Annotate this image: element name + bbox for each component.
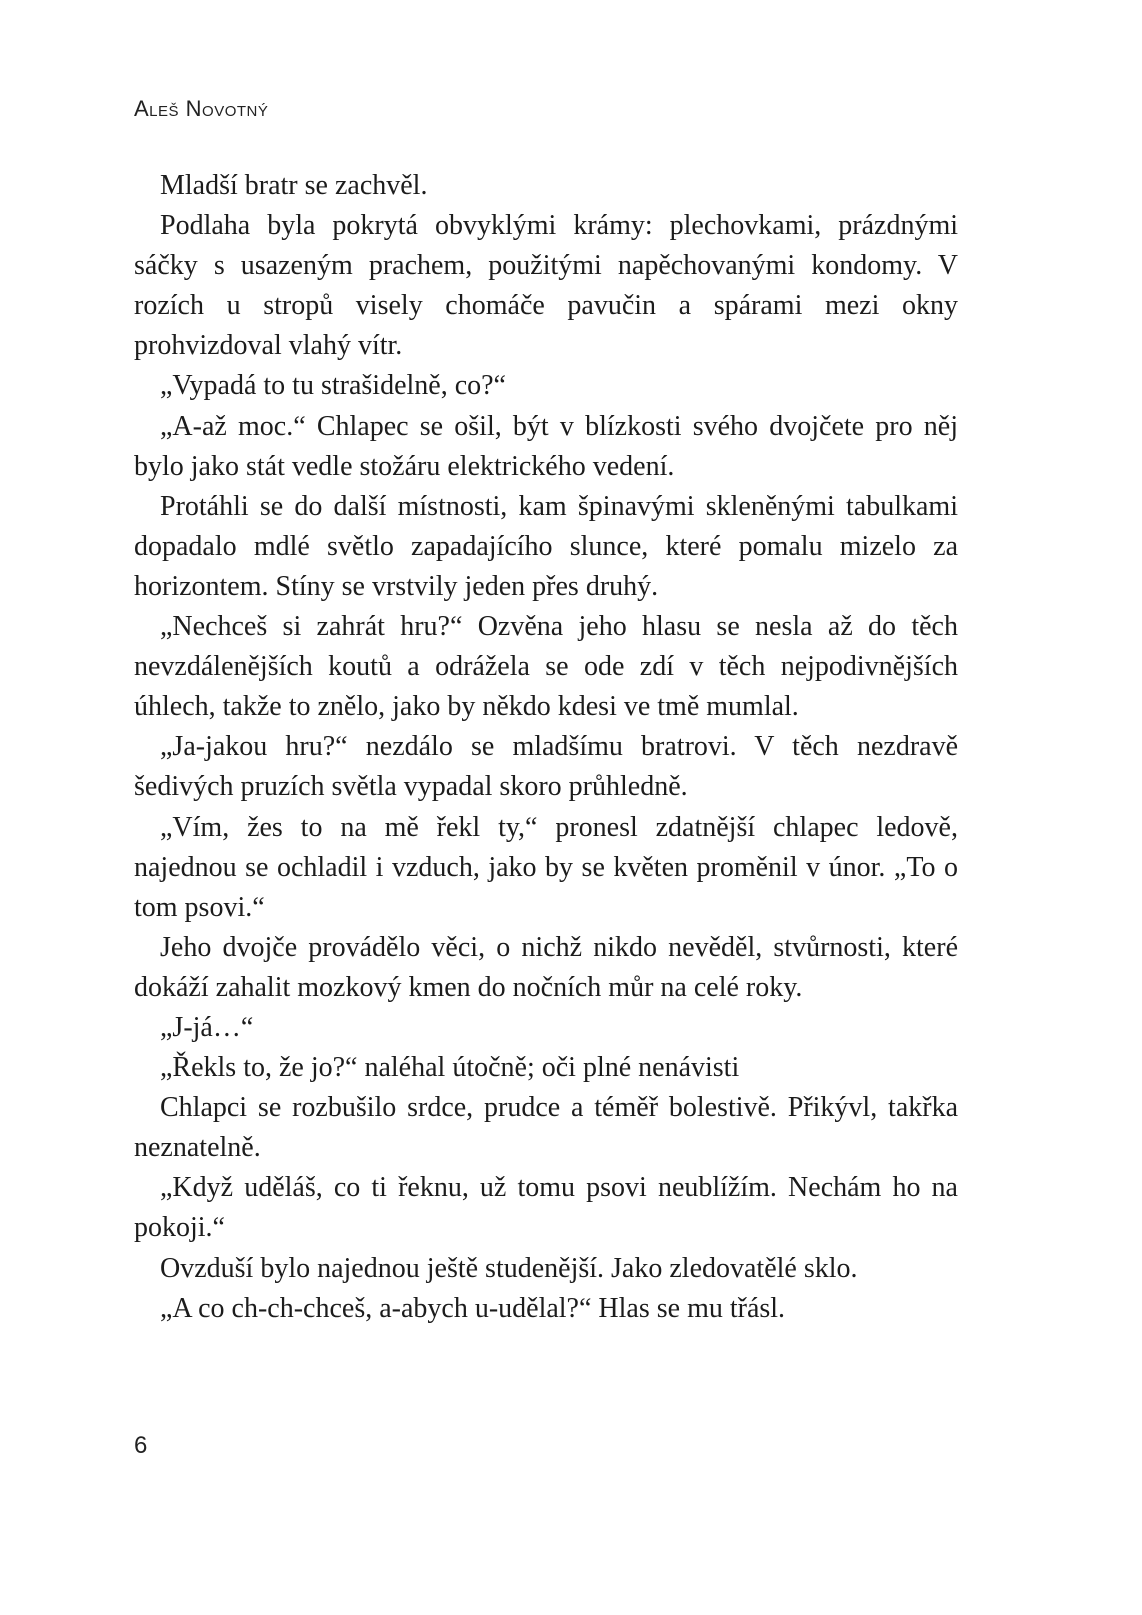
paragraph: Chlapci se rozbušilo srdce, prudce a téměř bolestivě. Přikývl, takřka neznatelně. bbox=[134, 1092, 958, 1164]
paragraph: „A-až moc.“ Chlapec se ošil, být v blízkosti svého dvojčete pro něj bylo jako stát vedle stožáru elektrického vedení. bbox=[134, 410, 958, 482]
paragraph: Jeho dvojče provádělo věci, o nichž nikdo nevěděl, stvůrnosti, které dokáží zahalit mozkový kmen do nočních můr na celé roky. bbox=[134, 931, 958, 1003]
paragraph: „Řekls to, že jo?“ naléhal útočně; oči plné nenávisti bbox=[160, 1052, 740, 1084]
paragraph: Protáhli se do další místnosti, kam špinavými skleněnými tabulkami dopadalo mdlé světlo zapadajícího slunce, které pomalu mizelo za horizontem. Stíny se vrstvily jeden přes druhý. bbox=[134, 490, 958, 602]
page-number: 6 bbox=[134, 1432, 148, 1459]
paragraph: Mladší bratr se zachvěl. bbox=[160, 170, 428, 201]
paragraph: „J-já…“ bbox=[160, 1011, 254, 1043]
paragraph: „Ja-jakou hru?“ nezdálo se mladšímu bratrovi. V těch nezdravě šedivých pruzích světla vypadal skoro průhledně. bbox=[134, 731, 958, 803]
paragraph: „Vím, žes to na mě řekl ty,“ pronesl zdatnější chlapec ledově, najednou se ochladil i vzduch, jako by se květen proměnil v únor. „To o tom psovi.“ bbox=[134, 811, 958, 923]
running-head: Aleš Novotný bbox=[134, 96, 269, 121]
body-text bbox=[134, 166, 958, 1329]
paragraph: Podlaha byla pokrytá obvyklými krámy: plechovkami, prázdnými sáčky s usazeným prachem, použitými napěchovanými kondomy. V rozích u stropů visely chomáče pavučin a spárami mezi okny prohvizdoval vlahý vítr. bbox=[134, 210, 958, 362]
paragraph: „Když uděláš, co ti řeknu, už tomu psovi neublížím. Nechám ho na pokoji.“ bbox=[134, 1172, 958, 1244]
paragraph: „Nechceš si zahrát hru?“ Ozvěna jeho hlasu se nesla až do těch nevzdálenějších koutů a odrážela se ode zdí v těch nejpodivnějších úhlech, takže to znělo, jako by někdo kdesi ve tmě mumlal. bbox=[134, 611, 958, 723]
paragraph: „Vypadá to tu strašidelně, co?“ bbox=[160, 370, 506, 402]
paragraph: „A co ch-ch-chceš, a-abych u-udělal?“ Hlas se mu třásl. bbox=[160, 1292, 786, 1324]
paragraph: Ovzduší bylo najednou ještě studenější. Jako zledovatělé sklo. bbox=[160, 1252, 858, 1284]
